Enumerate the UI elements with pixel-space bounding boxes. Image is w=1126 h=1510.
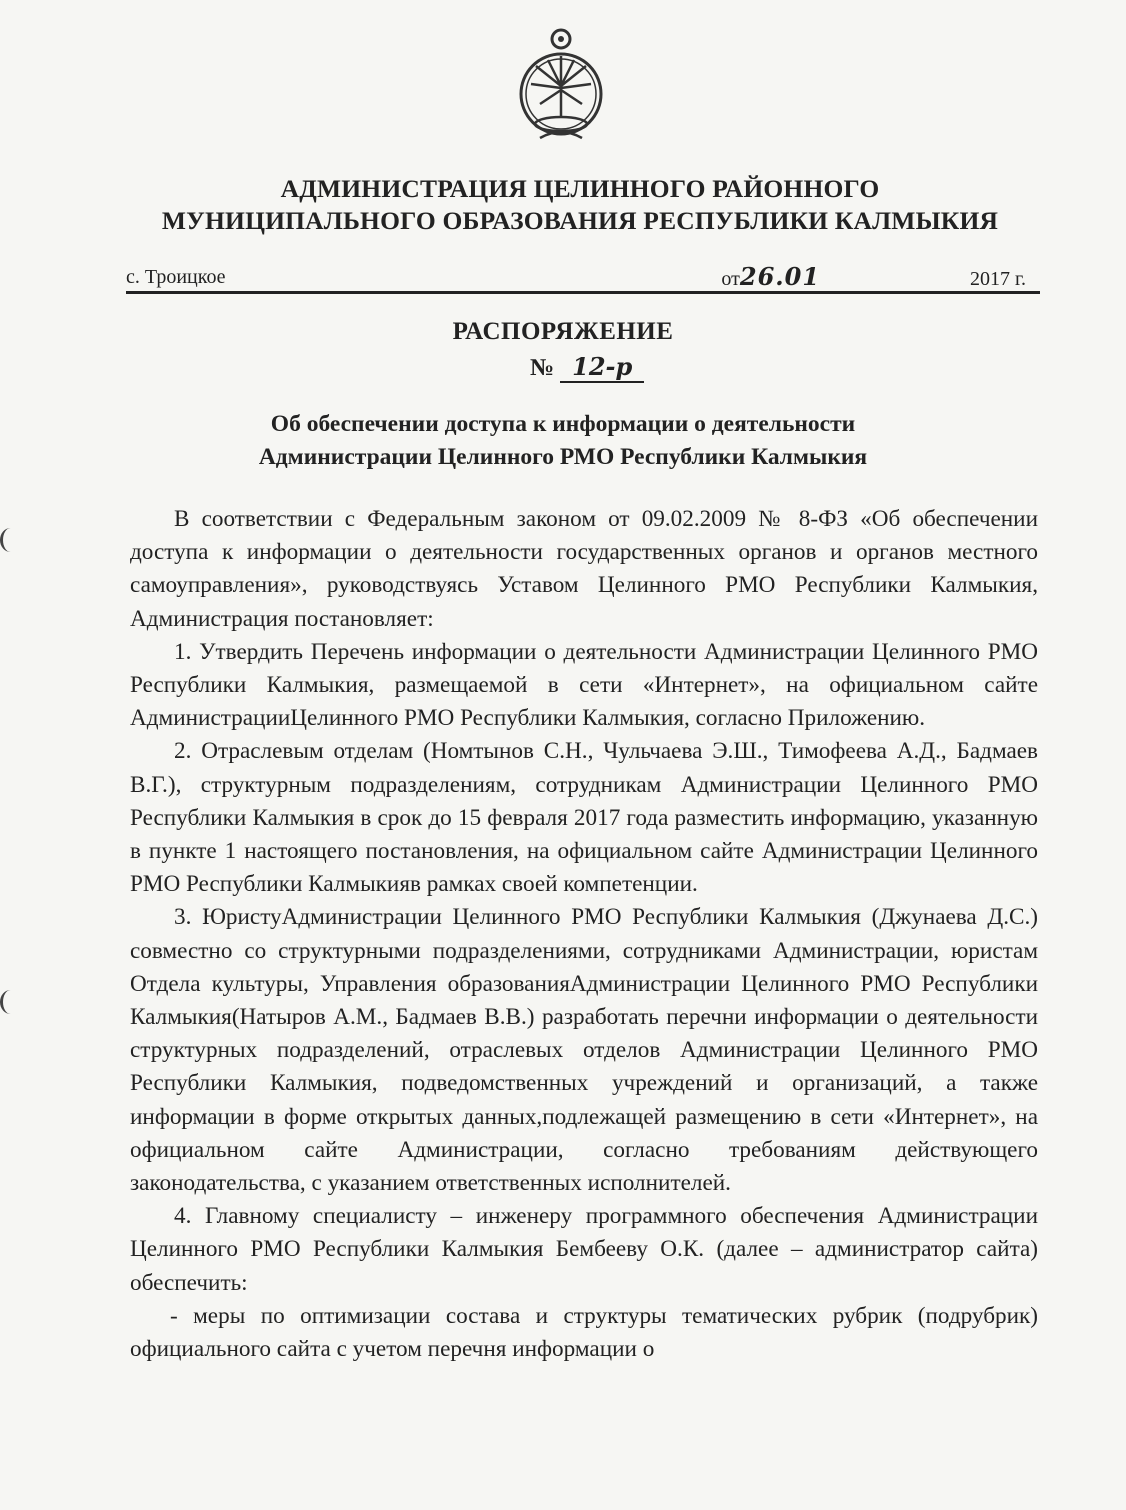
number-handwritten: 12-р bbox=[560, 352, 644, 383]
kalmykia-emblem-icon bbox=[518, 26, 604, 150]
date-year: 2017 г. bbox=[970, 268, 1026, 290]
date-prefix: от bbox=[721, 268, 740, 290]
header-divider bbox=[126, 291, 1040, 294]
paragraph-item-2: 2. Отраслевым отделам (Номтынов С.Н., Чульчаева Э.Ш., Тимофеева А.Д., Бадмаев В.Г.), структурным подразделениям, сотрудникам Администрации Целинного РМО Республики Калмыкия в срок до 15 февраля 2017 года разместить информацию, указанную в пункте 1 настоящего постановления, на официальном сайте Администрации Целинного РМО Республики Калмыкияв рамках своей компетенции. bbox=[130, 738, 1038, 898]
document-subject bbox=[0, 408, 1126, 474]
paragraph-preamble: В соответствии с Федеральным законом от 09.02.2009 № 8-ФЗ «Об обеспечении доступа к информации о деятельности государственных органов и органов местного самоуправления», руководствуясь Уставом Целинного РМО Республики Калмыкия, Администрация постановляет: bbox=[130, 506, 1038, 632]
paragraph-item-3: 3. ЮристуАдминистрации Целинного РМО Республики Калмыкия (Джунаева Д.С.) совместно со структурными подразделениями, сотрудниками Администрации, юристам Отдела культуры, Управления образованияАдминистрации Целинного РМО Республики Калмыкия(Натыров А.М., Бадмаев В.В.) разработать перечни информации о деятельности структурных подразделений, отраслевых отделов Администрации Целинного РМО Республики Калмыкия, подведомственных учреждений и организаций, а также информации в форме открытых данных,подлежащей размещению в сети «Интернет», на официальном сайте Администрации, согласно требованиям действующего законодательства, с указанием ответственных исполнителей. bbox=[130, 904, 1038, 1197]
place-of-issue: с. Троицкое bbox=[126, 266, 226, 288]
document-body bbox=[130, 503, 1038, 1366]
binding-hole-mark bbox=[0, 990, 21, 1014]
paragraph-item-1: 1. Утвердить Перечень информации о деятельности Администрации Целинного РМО Республики Калмыкия, размещаемой в сети «Интернет», на официальном сайте АдминистрацииЦелинного РМО Республики Калмыкия, согласно Приложению. bbox=[130, 638, 1038, 732]
paragraph-item-4-dash: - меры по оптимизации состава и структуры тематических рубрик (подрубрик) официального сайта с учетом перечня информации о bbox=[130, 1302, 1038, 1363]
document-number bbox=[530, 352, 644, 382]
subject-line-1: Об обеспечении доступа к информации о деятельности bbox=[270, 411, 856, 437]
org-title-line-1: АДМИНИСТРАЦИЯ ЦЕЛИННОГО РАЙОННОГО bbox=[280, 174, 880, 203]
subject-line-2: Администрации Целинного РМО Республики Калмыкия bbox=[258, 444, 868, 470]
document-type: РАСПОРЯЖЕНИЕ bbox=[452, 318, 674, 345]
number-label: № bbox=[530, 355, 555, 381]
date-handwritten: 26.01 bbox=[739, 262, 821, 291]
paragraph-item-4: 4. Главному специалисту – инженеру программного обеспечения Администрации Целинного РМО Республики Калмыкия Бембееву О.К. (далее – администратор сайта) обеспечить: bbox=[130, 1203, 1038, 1296]
binding-hole-mark bbox=[0, 528, 21, 552]
org-title-line-2: МУНИЦИПАЛЬНОГО ОБРАЗОВАНИЯ РЕСПУБЛИКИ КАЛМЫКИЯ bbox=[161, 206, 999, 235]
issue-date bbox=[721, 262, 1026, 291]
